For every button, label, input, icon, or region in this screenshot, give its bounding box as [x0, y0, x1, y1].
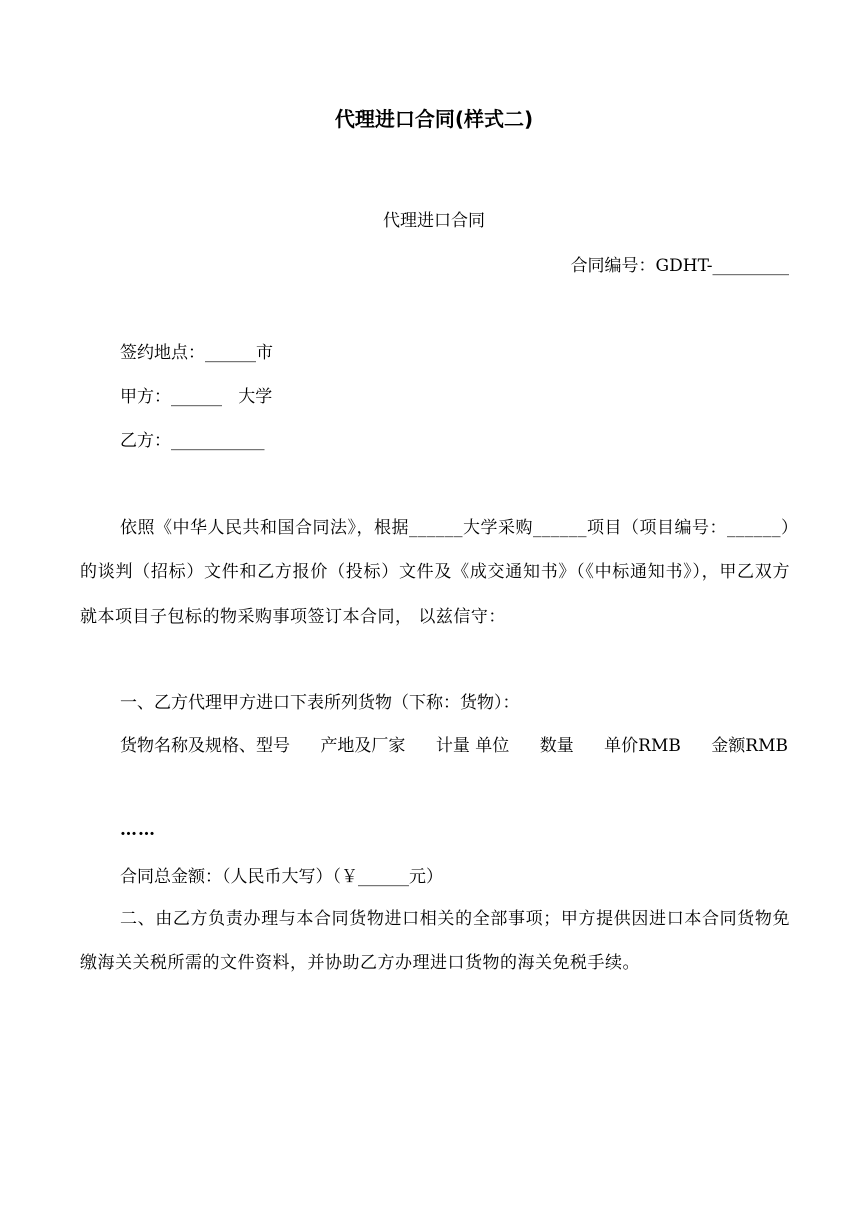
goods-header-name-spec: 货物名称及规格、型号	[120, 736, 290, 756]
total-amount: 合同总金额：（人民币大写）（￥______元）	[120, 867, 443, 887]
goods-header-unit-price: 单价RMB	[604, 736, 681, 756]
intro-paragraph: 依照《中华人民共和国合同法》，根据______大学采购______项目（项目编号：______）的谈判（招标）文件和乙方报价（投标）文件及《成交通知书》（《中标通知书》），甲乙双方就本项目子包标的物采购事项签订本合同， 以兹信守：	[80, 518, 790, 627]
goods-header-amount: 金额RMB	[711, 736, 788, 756]
goods-table-header	[120, 733, 788, 759]
goods-header-origin: 产地及厂家	[320, 736, 406, 756]
goods-header-unit: 计量 单位	[435, 736, 510, 756]
party-a: 甲方：______ 大学	[120, 387, 273, 407]
party-b: 乙方：___________	[120, 431, 265, 451]
contract-number: 合同编号：GDHT-_________	[570, 256, 789, 276]
signing-place: 签约地点：______市	[120, 343, 273, 363]
clause-1: 一、乙方代理甲方进口下表所列货物（下称：货物）：	[120, 693, 520, 713]
document-title: 代理进口合同(样式二)	[334, 107, 534, 131]
document-subtitle: 代理进口合同	[383, 211, 485, 231]
goods-header-quantity: 数量	[539, 736, 574, 756]
clause-2: 二、由乙方负责办理与本合同货物进口相关的全部事项；甲方提供因进口本合同货物免缴海关关税所需的文件资料，并协助乙方办理进口货物的海关免税手续。	[80, 909, 790, 974]
ellipsis: ……	[120, 820, 156, 840]
